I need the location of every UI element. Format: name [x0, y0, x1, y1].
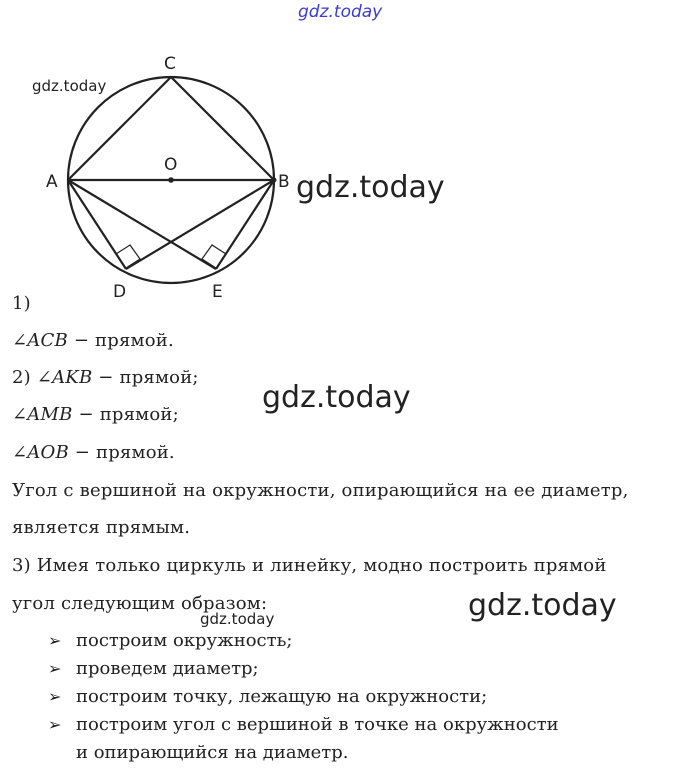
arrow-bullet-icon: ➢	[48, 631, 62, 650]
math-acb: ACB	[27, 330, 68, 351]
text-amb-rest: − прямой;	[72, 404, 179, 425]
line-angle-aob	[12, 442, 175, 463]
math-amb: AMB	[27, 404, 73, 425]
chord-db	[126, 180, 274, 269]
chord-ac	[68, 77, 171, 180]
chord-ad	[68, 180, 126, 269]
text-akb-rest: − прямой;	[92, 367, 199, 388]
chord-ae	[68, 180, 216, 269]
chord-cb	[171, 77, 274, 180]
list-item-text: построим точку, лежащую на окружности;	[76, 686, 488, 707]
math-aob: AOB	[27, 442, 69, 463]
text-aob-rest: − прямой.	[68, 442, 175, 463]
list-item-text: проведем диаметр;	[76, 658, 259, 679]
arrow-bullet-icon: ➢	[48, 715, 62, 734]
list-item	[48, 630, 292, 651]
math-akb: AKB	[52, 367, 93, 388]
conclusion-line-2: является прямым.	[12, 517, 191, 538]
line-angle-amb	[12, 404, 179, 425]
angle-symbol: ∠	[12, 404, 28, 425]
chord-eb	[216, 180, 274, 269]
conclusion-line-1: Угол с вершиной на окружности, опирающийся на ее диаметр,	[12, 480, 629, 501]
list-item-text: построим угол с вершиной в точке на окружности	[76, 714, 559, 735]
list-item-text: построим окружность;	[76, 630, 293, 651]
right-angle-mark-e	[202, 245, 226, 268]
item-3-line-1: 3) Имея только циркуль и линейку, модно построить прямой	[12, 555, 607, 576]
item-3-line-2: угол следующим образом:	[12, 593, 268, 614]
angle-symbol: ∠	[12, 330, 28, 351]
list-item	[48, 686, 487, 707]
list-item	[48, 658, 259, 679]
label-e: E	[212, 282, 223, 302]
label-o: O	[164, 155, 178, 175]
watermark-top: gdz.today	[298, 2, 383, 22]
line-angle-akb	[12, 367, 199, 388]
point-b	[272, 178, 277, 183]
watermark-large-1: gdz.today	[296, 170, 445, 205]
label-d: D	[113, 282, 127, 302]
text-acb-rest: − прямой.	[67, 330, 174, 351]
arrow-bullet-icon: ➢	[48, 687, 62, 706]
list-item-continuation: и опирающийся на диаметр.	[76, 742, 349, 763]
angle-symbol: ∠	[12, 442, 28, 463]
circle-diagram	[0, 40, 320, 310]
center-point-o	[168, 177, 174, 183]
line-angle-acb	[12, 330, 174, 351]
item-1-number: 1)	[12, 293, 31, 314]
label-c: C	[164, 54, 176, 74]
watermark-small-2: gdz.today	[200, 610, 275, 628]
right-angle-mark-d	[116, 245, 140, 268]
angle-symbol: ∠	[36, 367, 53, 388]
watermark-large-2: gdz.today	[262, 380, 411, 415]
item-2-number: 2)	[12, 367, 37, 388]
list-item	[48, 714, 559, 735]
watermark-large-3: gdz.today	[468, 588, 617, 623]
arrow-bullet-icon: ➢	[48, 659, 62, 678]
watermark-figure: gdz.today	[32, 77, 107, 95]
label-a: A	[46, 172, 58, 192]
label-b: B	[278, 172, 290, 192]
